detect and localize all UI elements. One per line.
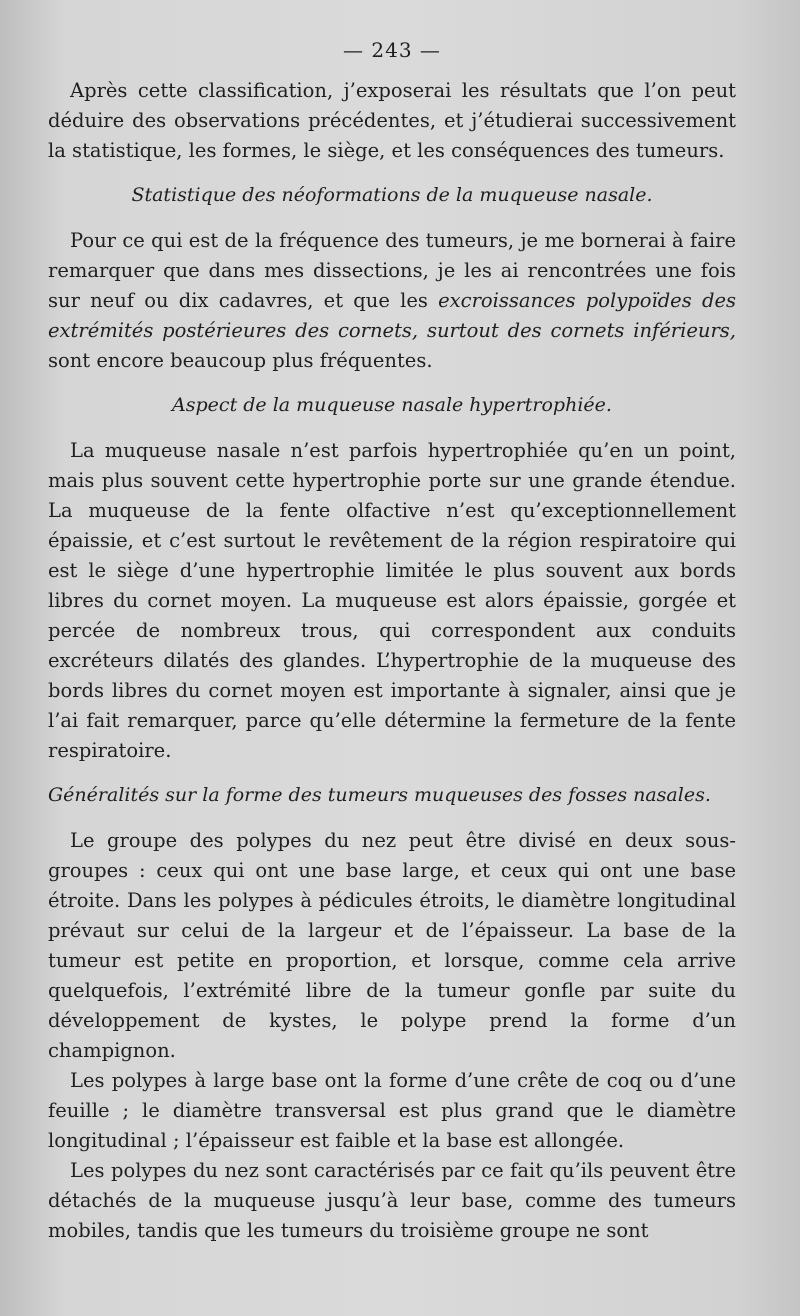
statistique-paragraph bbox=[48, 226, 736, 376]
generalites-paragraph-2: Les polypes à large base ont la forme d’une crête de coq ou d’une feuille ; le diamètre transversal est plus grand que le diamètre longitudinal ; l’épaisseur est faible et la base est allongée. bbox=[48, 1069, 736, 1152]
statistique-end-text: sont encore beaucoup plus fréquentes. bbox=[48, 349, 433, 372]
section-heading-statistique: Statistique des néoformations de la muqueuse nasale. bbox=[131, 184, 653, 206]
page-number: — 243 — bbox=[343, 38, 441, 62]
generalites-paragraph-3: Les polypes du nez sont caractérisés par ce fait qu’ils peuvent être détachés de la muqueuse jusqu’à leur base, comme des tumeurs mobiles, tandis que les tumeurs du troisième groupe ne sont bbox=[48, 1159, 736, 1242]
generalites-paragraph-1: Le groupe des polypes du nez peut être divisé en deux sous-groupes : ceux qui ont une base large, et ceux qui ont une base étroite. Dans les polypes à pédicules étroits, le diamètre longitudinal prévaut sur celui de la largeur et de l’épaisseur. La base de la tumeur est petite en proportion, et lorsque, comme cela arrive quelquefois, l’extrémité libre de la tumeur gonfle par suite du développement de kystes, le polype prend la forme d’un champignon. bbox=[48, 829, 736, 1062]
section-heading-generalites: Généralités sur la forme des tumeurs muqueuses des fosses nasales. bbox=[48, 784, 711, 806]
statistique-italic-text: excroissances polypoïdes des extrémités postérieures des cornets, surtout des cornets inférieurs, bbox=[48, 289, 736, 342]
intro-paragraph: Après cette classification, j’exposerai les résultats que l’on peut déduire des observations précédentes, et j’étudierai successivement la statistique, les formes, le siège, et les conséquences des tumeurs. bbox=[48, 79, 736, 162]
statistique-text: Pour ce qui est de la fréquence des tumeurs, je me bornerai à faire remarquer que dans mes dissections, je les ai rencontrées une fois sur neuf ou dix cadavres, et que les bbox=[48, 229, 736, 312]
aspect-paragraph: La muqueuse nasale n’est parfois hypertrophiée qu’en un point, mais plus souvent cette hypertrophie porte sur une grande étendue. La muqueuse de la fente olfactive n’est qu’exceptionnellement épaissie, et c’est surtout le revêtement de la région respiratoire qui est le siège d’une hypertrophie limitée le plus souvent aux bords libres du cornet moyen. La muqueuse est alors épaissie, gorgée et percée de nombreux trous, qui correspondent aux conduits excréteurs dilatés des glandes. L’hypertrophie de la muqueuse des bords libres du cornet moyen est importante à signaler, ainsi que je l’ai fait remarquer, parce qu’elle détermine la fermeture de la fente respiratoire. bbox=[48, 439, 736, 762]
section-heading-aspect: Aspect de la muqueuse nasale hypertrophiée. bbox=[172, 394, 612, 416]
